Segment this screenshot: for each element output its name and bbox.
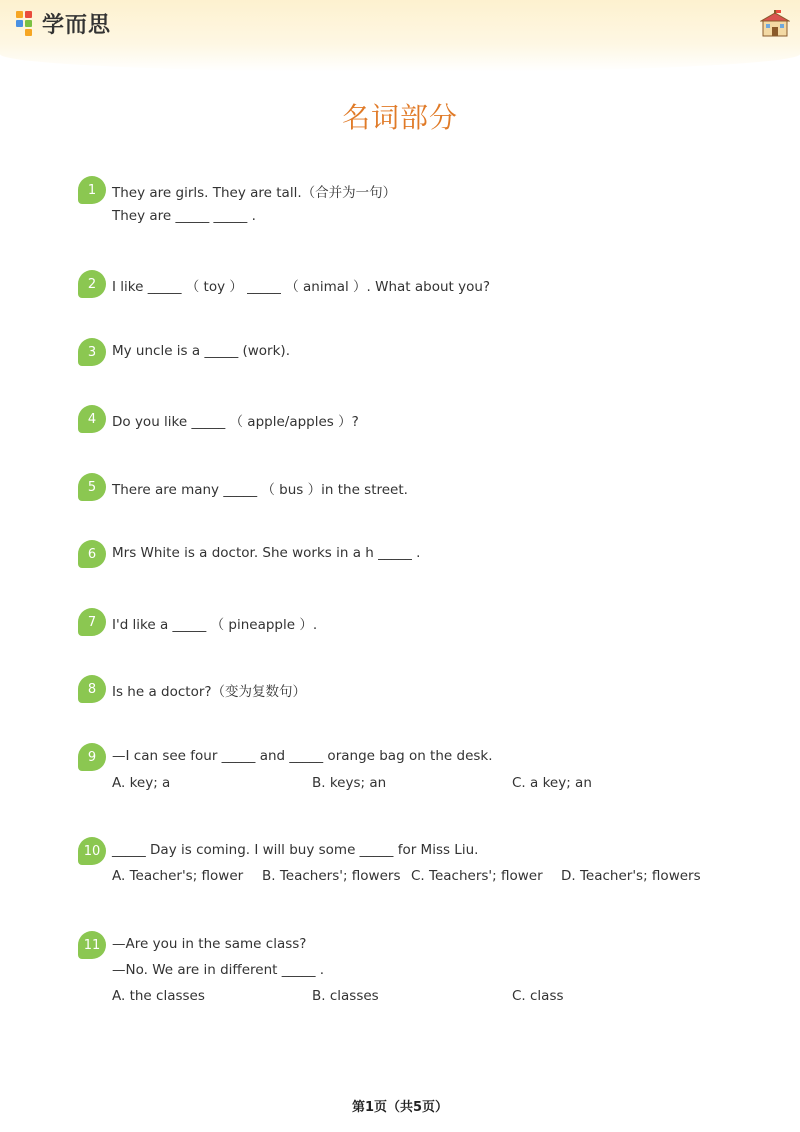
page-number-footer: 第1页（共5页） [351,1100,449,1115]
page-title: 名词部分 [341,101,458,134]
answer-option-c: C. a key; an [512,775,592,791]
question-text: —Are you in the same class? [112,936,307,952]
question-text: I like _____ （ toy ） _____ （ animal ）. What about you? [112,279,491,295]
question-text: Mrs White is a doctor. She works in a h _____ . [112,545,421,561]
xueersi-logo-icon [14,9,38,37]
question-number-badge: 8 [78,675,106,703]
question-number-badge: 2 [78,270,106,298]
logo-text: 学而思 [42,12,112,38]
question-number-badge: 5 [78,473,106,501]
question-text: I'd like a _____ （ pineapple ）. [112,617,318,633]
question-number-badge: 9 [78,743,106,771]
question-number-badge: 4 [78,405,106,433]
answer-option-d: D. Teacher's; flowers [561,868,701,884]
question-text: _____ Day is coming. I will buy some _____ for Miss Liu. [112,842,479,858]
question-number-badge: 6 [78,540,106,568]
question-text: My uncle is a _____ (work). [112,343,290,359]
question-number-badge: 11 [78,931,106,959]
question-number-badge: 7 [78,608,106,636]
question-text: Do you like _____ （ apple/apples ）? [112,414,359,430]
question-text: Is he a doctor?（变为复数句） [112,684,307,700]
answer-option-b: B. Teachers'; flowers [262,868,401,884]
school-building-icon [760,10,790,40]
question-text: —I can see four _____ and _____ orange bag on the desk. [112,748,493,764]
xueersi-logo [14,8,111,38]
page-header [0,0,800,72]
question-text: There are many _____ （ bus ）in the street. [112,482,408,498]
question-text: They are _____ _____ . [112,208,256,224]
question-text: —No. We are in different _____ . [112,962,325,978]
question-number-badge: 3 [78,338,106,366]
answer-option-c: C. Teachers'; flower [411,868,543,884]
question-text: They are girls. They are tall.（合并为一句） [112,185,397,201]
answer-option-a: A. Teacher's; flower [112,868,244,884]
answer-option-a: A. key; a [112,775,171,791]
question-number-badge: 1 [78,176,106,204]
question-number-badge: 10 [78,837,106,865]
answer-option-a: A. the classes [112,988,205,1004]
answer-option-b: B. classes [312,988,379,1004]
answer-option-b: B. keys; an [312,775,387,791]
answer-option-c: C. class [512,988,564,1004]
